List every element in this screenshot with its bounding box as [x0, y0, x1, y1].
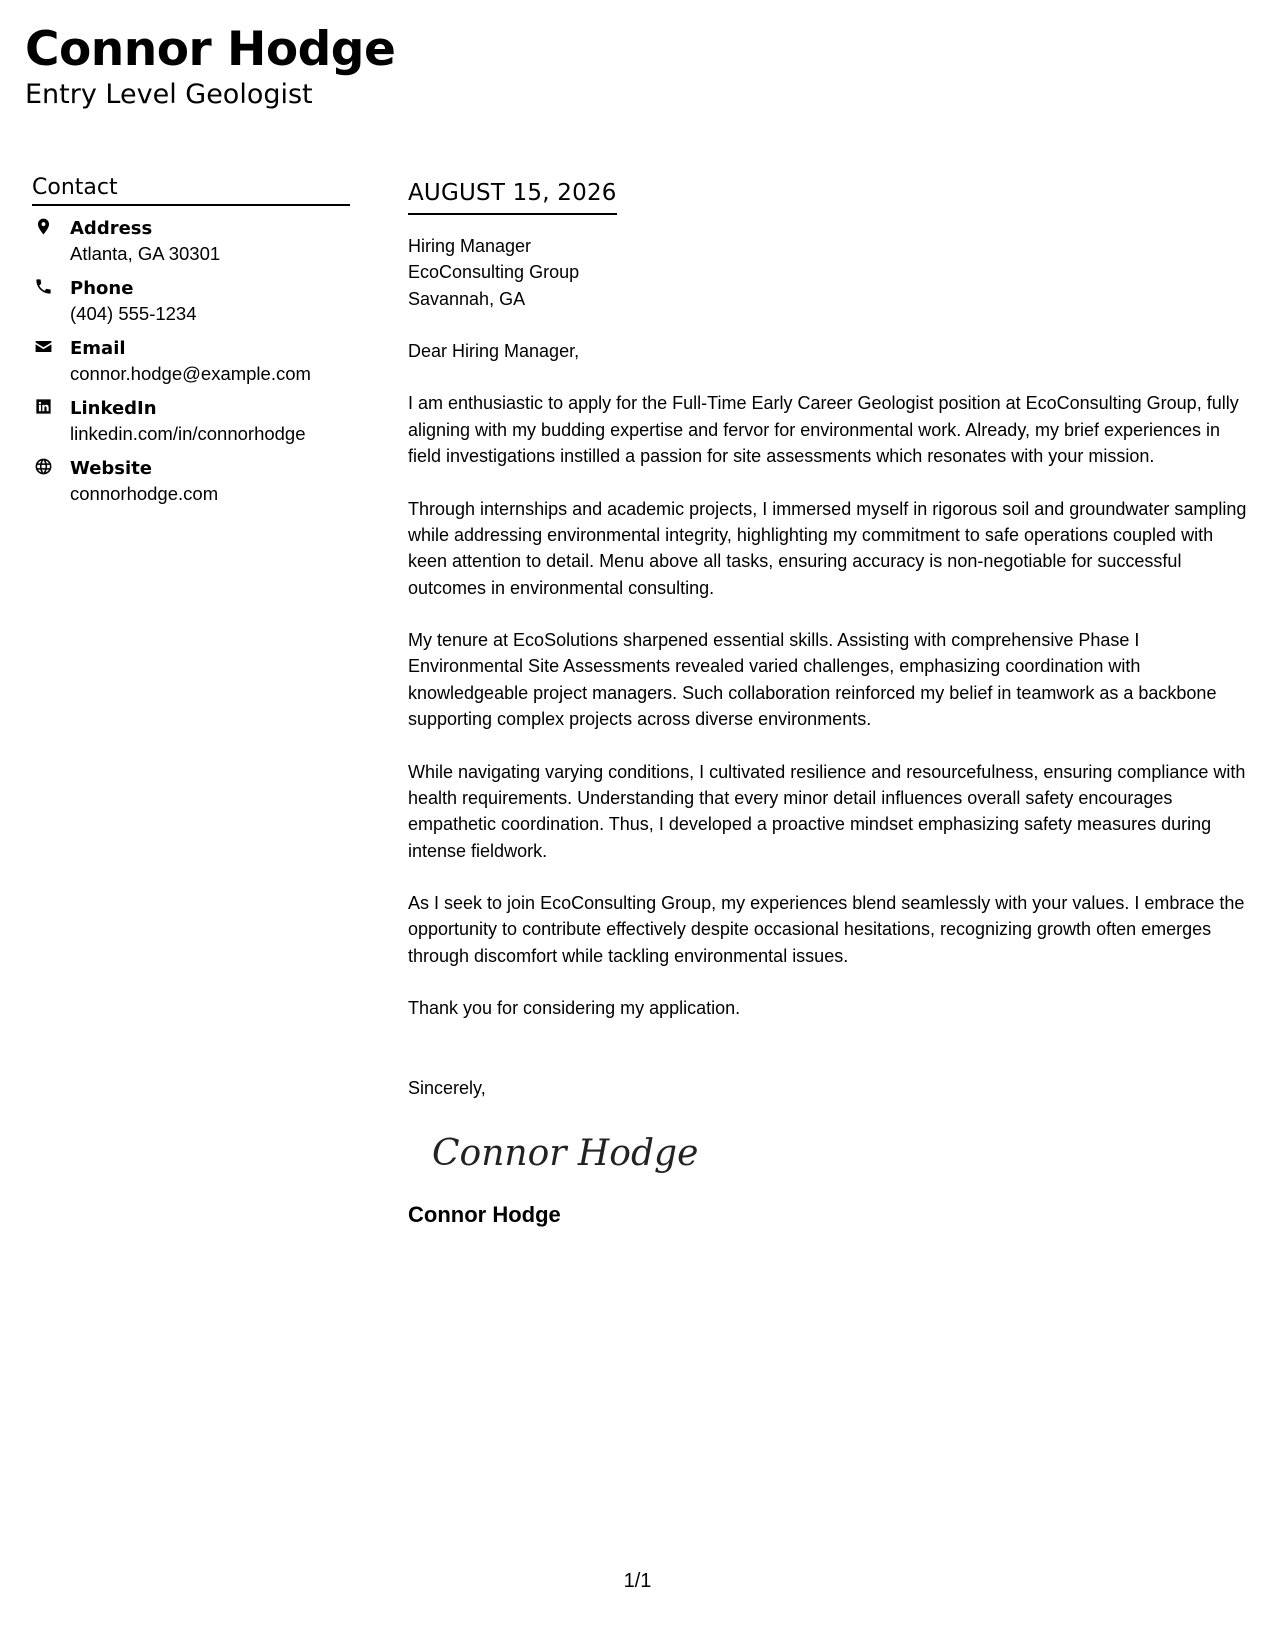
- recipient-line: Hiring Manager: [408, 236, 532, 256]
- contact-label-website: Website: [70, 458, 153, 479]
- envelope-icon: [32, 337, 54, 359]
- contact-item-linkedin: [32, 396, 350, 446]
- contact-value-address: Atlanta, GA 30301: [70, 243, 221, 264]
- body-paragraph: Through internships and academic projects, I immersed myself in rigorous soil and groundwater sampling while addressing environmental integrity, highlighting my commitment to safe operations coupled with keen attention to detail. Menu above all tasks, ensuring accuracy is non-negotiable for successful outcomes in environmental consulting.: [408, 498, 1247, 598]
- job-title: Entry Level Geologist: [25, 79, 313, 110]
- candidate-name: Connor Hodge: [25, 22, 396, 77]
- contact-value-linkedin[interactable]: linkedin.com/in/connorhodge: [70, 423, 306, 444]
- contact-item-website: [32, 456, 350, 506]
- body-paragraph: While navigating varying conditions, I cultivated resilience and resourcefulness, ensuring compliance with health requirements. Understanding that every minor detail influences overall safety encourages empathetic coordination. Thus, I developed a proactive mindset emphasizing safety measures during intense fieldwork.: [408, 761, 1246, 861]
- contact-value-phone: (404) 555-1234: [70, 303, 197, 324]
- letter-body: [408, 178, 1253, 1229]
- contact-label-linkedin: LinkedIn: [70, 398, 157, 419]
- map-pin-icon: [32, 217, 54, 239]
- contact-label-email: Email: [70, 338, 126, 359]
- recipient-block: [408, 233, 1253, 312]
- contact-heading: Contact: [32, 174, 350, 206]
- body-paragraph: My tenure at EcoSolutions sharpened essential skills. Assisting with comprehensive Phase I Environmental Site Assessments revealed varied challenges, emphasizing coordination with knowledgeable project managers. Such collaboration reinforced my belief in teamwork as a backbone supporting complex projects across diverse environments.: [408, 630, 1217, 730]
- signer-name: Connor Hodge: [408, 1201, 561, 1227]
- recipient-line: EcoConsulting Group: [408, 262, 580, 283]
- page-number: 1/1: [623, 1570, 652, 1592]
- signature-text: Connor Hodge: [432, 1132, 699, 1174]
- body-paragraph: I am enthusiastic to apply for the Full-Time Early Career Geologist position at EcoConsulting Group, fully aligning with my budding expertise and fervor for environmental work. Already, my brief experiences in field investigations instilled a passion for site assessments which resonates with your mission.: [408, 393, 1239, 467]
- contact-item-address: [32, 216, 350, 266]
- body-paragraph: As I seek to join EcoConsulting Group, my experiences blend seamlessly with your values. I embrace the opportunity to contribute effectively despite occasional hesitations, recognizing growth often emerges through discomfort while tackling environmental issues.: [408, 893, 1245, 966]
- closing: Sincerely,: [408, 1077, 486, 1098]
- body-paragraph: Thank you for considering my application.: [408, 998, 741, 1019]
- contact-label-phone: Phone: [70, 278, 134, 299]
- contact-value-website[interactable]: connorhodge.com: [70, 483, 219, 504]
- contact-label-address: Address: [70, 218, 153, 239]
- contact-value-email[interactable]: connor.hodge@example.com: [70, 363, 311, 384]
- letter-date: AUGUST 15, 2026: [408, 178, 617, 215]
- contact-sidebar: [32, 174, 350, 516]
- phone-icon: [32, 277, 54, 299]
- handwritten-signature: [430, 1123, 1253, 1183]
- contact-item-email: [32, 336, 350, 386]
- contact-item-phone: [32, 276, 350, 326]
- globe-icon: [32, 457, 54, 479]
- header: [25, 20, 395, 110]
- linkedin-icon: [32, 397, 54, 419]
- recipient-line: Savannah, GA: [408, 288, 526, 309]
- salutation: Dear Hiring Manager,: [408, 340, 580, 361]
